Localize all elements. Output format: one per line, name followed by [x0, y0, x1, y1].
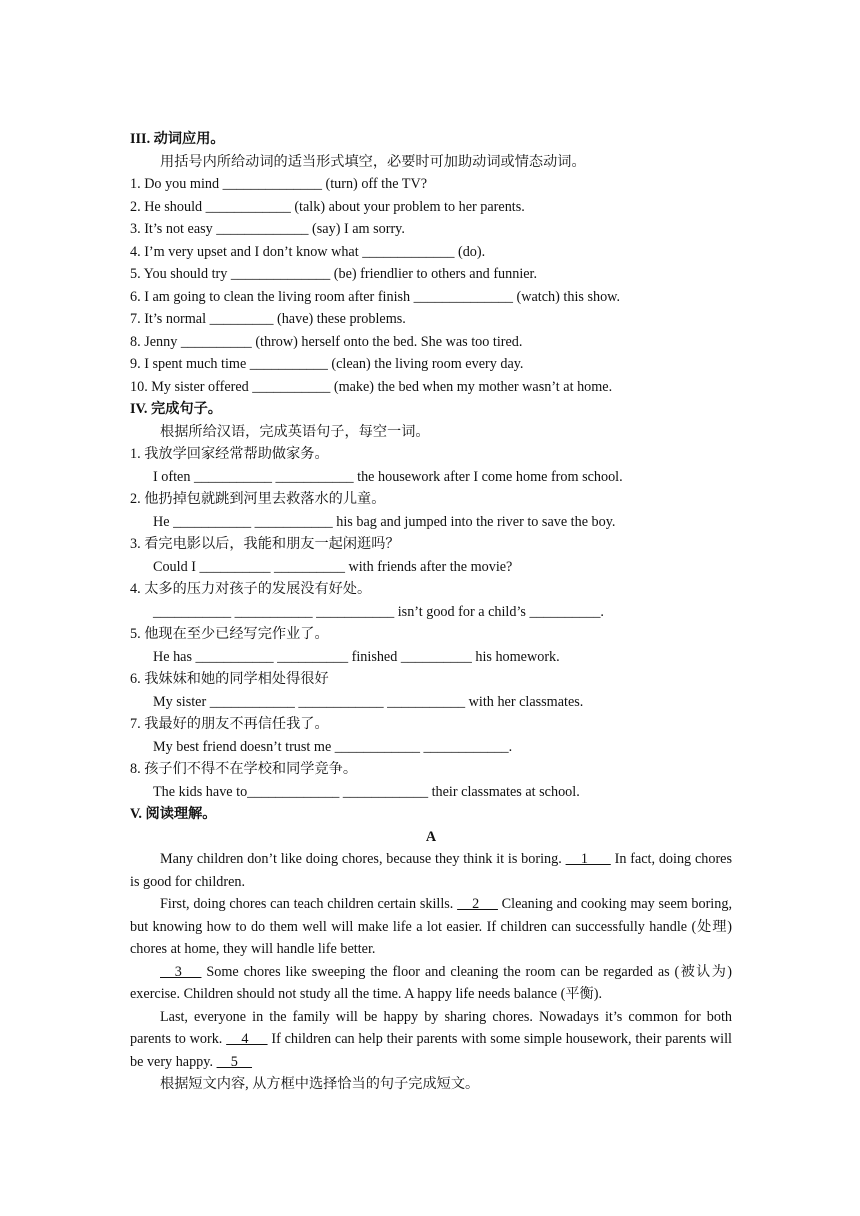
passage-title: A	[425, 828, 437, 845]
english-sentence: My sister ____________ ____________ ___________ with her classmates.	[153, 693, 584, 710]
chinese-prompt: 4. 太多的压力对孩子的发展没有好处。	[130, 581, 372, 597]
chinese-prompt: 5. 他现在至少已经写完作业了。	[130, 626, 329, 642]
passage-paragraph-1	[130, 848, 732, 893]
section-5-heading: V. 阅读理解。	[130, 806, 217, 822]
section-4-instruction: 根据所给汉语，完成英语句子，每空一词。	[160, 423, 430, 440]
exercise-item: 4. I’m very upset and I don’t know what _____________ (do).	[130, 243, 486, 260]
exercise-item: 8. Jenny __________ (throw) herself onto the bed. She was too tired.	[130, 333, 523, 350]
english-sentence: Could I __________ __________ with friends after the movie?	[153, 558, 513, 575]
section-3-instruction: 用括号内所给动词的适当形式填空，必要时可加助动词或情态动词。	[160, 153, 586, 170]
exercise-item: 5. You should try ______________ (be) friendlier to others and funnier.	[130, 266, 538, 282]
paragraph-text: Last, everyone in the family will be happy by sharing chores. Nowadays it’s common for both parents to work.	[130, 1008, 732, 1047]
paragraph-text: In fact, doing chores is good for children.	[130, 851, 732, 890]
chinese-prompt: 3. 看完电影以后，我能和朋友一起闲逛吗？	[130, 536, 400, 552]
english-sentence: He has ___________ __________ finished __________ his homework.	[153, 648, 560, 665]
paragraph-text: If children can help their parents with some simple housework, their parents will be very happy.	[130, 1031, 732, 1070]
answer-blank-5: 5	[216, 1053, 253, 1070]
exercise-item: 6. I am going to clean the living room after finish ______________ (watch) this show.	[130, 288, 621, 305]
english-sentence: The kids have to_____________ ____________ their classmates at school.	[153, 783, 580, 800]
section-4-heading: IV. 完成句子。	[130, 401, 222, 417]
answer-blank-3: 3	[160, 963, 202, 980]
exercise-item: 10. My sister offered ___________ (make) the bed when my mother wasn’t at home.	[130, 378, 613, 395]
answer-blank-2: 2	[457, 896, 498, 912]
chinese-prompt: 2. 他扔掉包就跳到河里去救落水的儿童。	[130, 491, 386, 507]
english-sentence: He ___________ ___________ his bag and jumped into the river to save the boy.	[153, 513, 616, 530]
section-3-heading: III. 动词应用。	[130, 131, 225, 147]
exercise-item: 9. I spent much time ___________ (clean) the living room every day.	[130, 356, 524, 372]
chinese-prompt: 8. 孩子们不得不在学校和同学竞争。	[130, 761, 358, 777]
worksheet-page	[130, 128, 732, 1096]
exercise-item: 2. He should ____________ (talk) about your problem to her parents.	[130, 198, 525, 215]
exercise-item: 3. It’s not easy _____________ (say) I am sorry.	[130, 221, 405, 237]
paragraph-text: First, doing chores can teach children certain skills.	[160, 896, 458, 912]
chinese-prompt: 1. 我放学回家经常帮助做家务。	[130, 446, 329, 462]
english-sentence: ___________ ___________ ___________ isn’t good for a child’s __________.	[153, 603, 604, 620]
exercise-item: 1. Do you mind ______________ (turn) off the TV?	[130, 176, 427, 192]
english-sentence: My best friend doesn’t trust me ____________ ____________.	[153, 738, 513, 755]
answer-blank-4: 4	[226, 1031, 268, 1047]
answer-blank-1: 1	[565, 851, 611, 867]
exercise-item: 7. It’s normal _________ (have) these problems.	[130, 311, 406, 327]
passage-paragraph-2	[130, 893, 732, 961]
paragraph-text: Cleaning and cooking may seem boring, but knowing how to do them well will make life a lot easier. If children can successfully handle (处理) chores at home, they will handle life better.	[130, 896, 732, 957]
paragraph-text: Many children don’t like doing chores, because they think it is boring.	[160, 851, 566, 867]
chinese-prompt: 6. 我妹妹和她的同学相处得很好	[130, 671, 329, 687]
chinese-prompt: 7. 我最好的朋友不再信任我了。	[130, 716, 329, 732]
paragraph-text: Some chores like sweeping the floor and cleaning the room can be regarded as (被认为) exercise. Children should not study all the time. A happy life needs balance (平衡).	[130, 963, 733, 1002]
english-sentence: I often ___________ ___________ the housework after I come home from school.	[153, 468, 623, 485]
passage-paragraph-3	[130, 961, 732, 1006]
passage-paragraph-4	[130, 1006, 732, 1074]
section-5-instruction: 根据短文内容, 从方框中选择恰当的句子完成短文。	[160, 1076, 480, 1092]
